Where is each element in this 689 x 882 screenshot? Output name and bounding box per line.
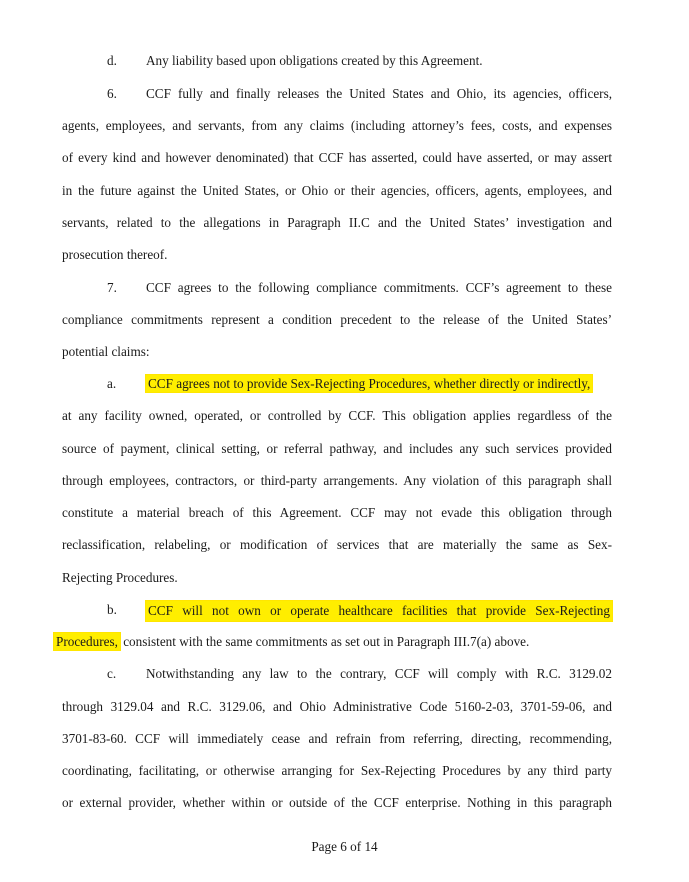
paragraph-7-line: potential claims: bbox=[62, 344, 150, 359]
paragraph-6-line: servants, related to the allegations in Paragraph II.C and the United States’ investigation and bbox=[62, 215, 612, 230]
item-a-line: constitute a material breach of this Agreement. CCF may not evade this obligation through bbox=[62, 505, 612, 520]
page-number-footer: Page 6 of 14 bbox=[311, 839, 378, 854]
highlight-mark: Procedures, bbox=[56, 634, 118, 649]
item-c-line: through 3129.04 and R.C. 3129.06, and Ohio Administrative Code 5160-2-03, 3701-59-06, and bbox=[62, 699, 612, 714]
item-label-d: d. bbox=[107, 53, 117, 68]
paragraph-number-7: 7. bbox=[107, 280, 117, 295]
paragraph-number-6: 6. bbox=[107, 86, 117, 101]
item-a-highlighted-text bbox=[146, 375, 592, 393]
paragraph-6-line: of every kind and however denominated) that CCF has asserted, could have asserted, or may assert bbox=[62, 150, 612, 165]
paragraph-7-line: CCF agrees to the following compliance commitments. CCF’s agreement to these bbox=[146, 280, 612, 295]
item-c-line: coordinating, facilitating, or otherwise arranging for Sex-Rejecting Procedures by any third party bbox=[62, 763, 612, 778]
item-a-line: at any facility owned, operated, or controlled by CCF. This obligation applies regardless of the bbox=[62, 408, 612, 423]
paragraph-6-line: agents, employees, and servants, from any claims (including attorney’s fees, costs, and expenses bbox=[62, 118, 612, 133]
item-d-text: Any liability based upon obligations created by this Agreement. bbox=[146, 53, 483, 68]
paragraph-6-line: CCF fully and finally releases the United States and Ohio, its agencies, officers, bbox=[146, 86, 612, 101]
item-c-line: Notwithstanding any law to the contrary, CCF will comply with R.C. 3129.02 bbox=[146, 666, 612, 681]
item-a-line: through employees, contractors, or third-party arrangements. Any violation of this paragraph shall bbox=[62, 473, 612, 488]
item-b-rest: consistent with the same commitments as set out in Paragraph III.7(a) above. bbox=[119, 634, 530, 649]
item-a-line: source of payment, clinical setting, or referral pathway, and includes any such services provided bbox=[62, 441, 612, 456]
paragraph-7-line: compliance commitments represent a condition precedent to the release of the United States’ bbox=[62, 312, 612, 327]
item-label-b: b. bbox=[107, 602, 117, 617]
paragraph-6-line: prosecution thereof. bbox=[62, 247, 168, 262]
paragraph-6-line: in the future against the United States, or Ohio or their agencies, officers, agents, employees, and bbox=[62, 183, 612, 198]
item-a-line: reclassification, relabeling, or modification of services that are materially the same as Sex- bbox=[62, 537, 612, 552]
item-label-c: c. bbox=[107, 666, 117, 681]
highlight-mark: CCF agrees not to provide Sex-Rejecting Procedures, whether directly or indirectly, bbox=[148, 376, 591, 391]
item-a-line: Rejecting Procedures. bbox=[62, 570, 178, 585]
highlight-mark: CCF will not own or operate healthcare facilities that provide Sex-Rejecting bbox=[146, 601, 612, 621]
item-c-line: 3701-83-60. CCF will immediately cease and refrain from referring, directing, recommending, bbox=[62, 731, 612, 746]
item-b-continuation bbox=[54, 633, 604, 651]
item-label-a: a. bbox=[107, 376, 117, 391]
item-b-highlighted-text bbox=[146, 601, 612, 619]
item-c-line: or external provider, whether within or outside of the CCF enterprise. Nothing in this paragraph bbox=[62, 795, 612, 810]
